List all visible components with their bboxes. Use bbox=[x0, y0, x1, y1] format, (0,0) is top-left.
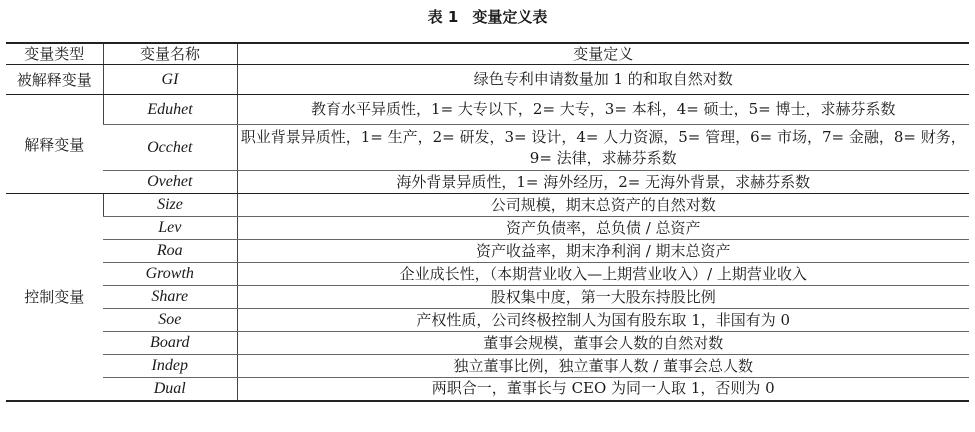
variable-definition-cell: 企业成长性，（本期营业收入—上期营业收入）/ 上期营业收入 bbox=[237, 263, 969, 286]
table-row bbox=[6, 378, 969, 401]
variable-definition-cell: 公司规模，期末总资产的自然对数 bbox=[237, 194, 969, 217]
table-row bbox=[6, 194, 969, 217]
table-row bbox=[6, 171, 969, 194]
variable-name-cell: Soe bbox=[103, 309, 237, 332]
variable-definition-cell: 独立董事比例，独立董事人数 / 董事会总人数 bbox=[237, 355, 969, 378]
variable-name-cell: Dual bbox=[103, 378, 237, 401]
variable-definition-table bbox=[6, 42, 969, 402]
table-number: 表 1 bbox=[427, 8, 459, 26]
variable-definition-cell: 职业背景异质性，1= 生产，2= 研发，3= 设计，4= 人力资源，5= 管理，6= 市场，7= 金融，8= 财务，9= 法律，求赫芬系数 bbox=[237, 125, 969, 171]
variable-name-cell: Size bbox=[103, 194, 237, 217]
variable-name-cell: Eduhet bbox=[103, 95, 237, 125]
variable-name-cell: Share bbox=[103, 286, 237, 309]
variable-definition-cell: 资产收益率，期末净利润 / 期末总资产 bbox=[237, 240, 969, 263]
variable-name-cell: Growth bbox=[103, 263, 237, 286]
variable-name-cell: Roa bbox=[103, 240, 237, 263]
table-row bbox=[6, 240, 969, 263]
variable-name-cell: Occhet bbox=[103, 125, 237, 171]
table-row bbox=[6, 332, 969, 355]
header-variable-definition: 变量定义 bbox=[237, 43, 969, 65]
table-row bbox=[6, 125, 969, 171]
variable-definition-cell: 资产负债率，总负债 / 总资产 bbox=[237, 217, 969, 240]
table-caption bbox=[0, 6, 975, 28]
variable-definition-cell: 绿色专利申请数量加 1 的和取自然对数 bbox=[237, 65, 969, 95]
variable-definition-cell: 股权集中度，第一大股东持股比例 bbox=[237, 286, 969, 309]
table-title: 变量定义表 bbox=[472, 8, 548, 26]
variable-type-cell: 被解释变量 bbox=[6, 65, 103, 95]
variable-name-cell: Lev bbox=[103, 217, 237, 240]
table-row bbox=[6, 95, 969, 125]
table-row bbox=[6, 65, 969, 95]
table-header-row bbox=[6, 43, 969, 65]
table-row bbox=[6, 355, 969, 378]
variable-definition-cell: 两职合一，董事长与 CEO 为同一人取 1，否则为 0 bbox=[237, 378, 969, 401]
variable-type-cell: 解释变量 bbox=[6, 95, 103, 194]
variable-definition-cell: 海外背景异质性，1= 海外经历，2= 无海外背景，求赫芬系数 bbox=[237, 171, 969, 194]
variable-name-cell: Ovehet bbox=[103, 171, 237, 194]
table-row bbox=[6, 309, 969, 332]
table-row bbox=[6, 263, 969, 286]
variable-name-cell: GI bbox=[103, 65, 237, 95]
variable-definition-cell: 董事会规模，董事会人数的自然对数 bbox=[237, 332, 969, 355]
table-row bbox=[6, 286, 969, 309]
variable-name-cell: Indep bbox=[103, 355, 237, 378]
header-variable-name: 变量名称 bbox=[103, 43, 237, 65]
variable-definition-cell: 产权性质，公司终极控制人为国有股东取 1，非国有为 0 bbox=[237, 309, 969, 332]
variable-type-cell: 控制变量 bbox=[6, 194, 103, 401]
header-variable-type: 变量类型 bbox=[6, 43, 103, 65]
table-row bbox=[6, 217, 969, 240]
variable-definition-cell: 教育水平异质性，1= 大专以下，2= 大专，3= 本科，4= 硕士，5= 博士，求赫芬系数 bbox=[237, 95, 969, 125]
variable-name-cell: Board bbox=[103, 332, 237, 355]
